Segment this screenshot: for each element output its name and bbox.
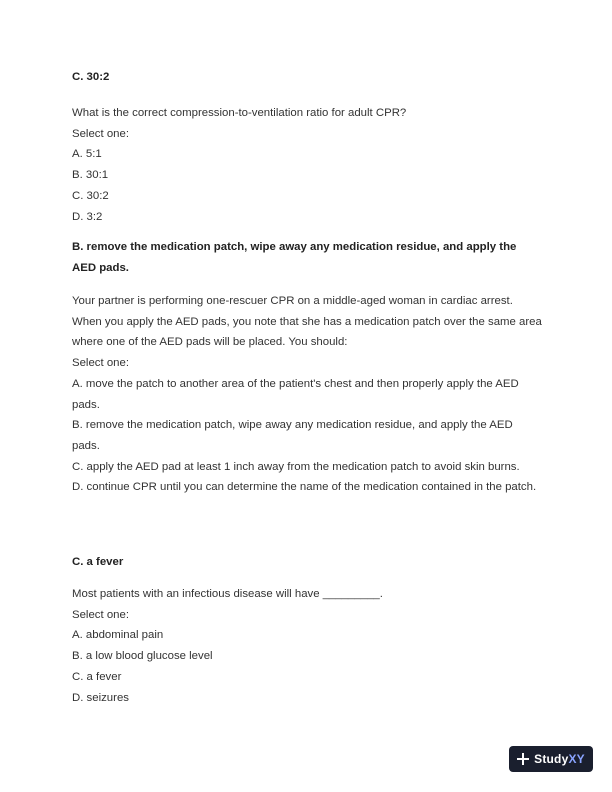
question-2-option-d: D. continue CPR until you can determine the name of the medication contained in the patch.: [72, 481, 537, 494]
question-2: [72, 291, 542, 498]
question-1: [72, 103, 542, 227]
studyxy-badge[interactable]: [509, 746, 593, 772]
question-2-option-a: A. move the patch to another area of the patient's chest and then properly apply the AED pads.: [72, 377, 519, 411]
answer-2: B. remove the medication patch, wipe away any medication residue, and apply the AED pads.: [72, 241, 517, 274]
question-1-option-c: C. 30:2: [72, 189, 109, 202]
question-3-option-d: D. seizures: [72, 691, 129, 704]
question-1-option-b: B. 30:1: [72, 169, 109, 182]
question-3: [72, 584, 542, 708]
question-2-option-c: C. apply the AED pad at least 1 inch away from the medication patch to avoid skin burns.: [72, 460, 520, 473]
question-1-option-d: D. 3:2: [72, 210, 103, 223]
question-1-text: What is the correct compression-to-ventilation ratio for adult CPR?: [72, 107, 407, 119]
brand-main: Study: [534, 752, 569, 766]
brand-logo: [534, 752, 585, 766]
answer-1: C. 30:2: [72, 71, 110, 83]
question-1-option-a: A. 5:1: [72, 148, 102, 161]
question-2-prompt: Select one:: [72, 357, 129, 370]
question-1-prompt: Select one:: [72, 127, 129, 140]
plus-icon: [517, 753, 529, 765]
question-3-option-c: C. a fever: [72, 670, 122, 683]
question-3-text: Most patients with an infectious disease will have _________.: [72, 588, 383, 600]
question-2-text: Your partner is performing one-rescuer CPR on a middle-aged woman in cardiac arrest. When you apply the AED pads, you note that she has a medication patch over the same area where one of the AED pads will be placed. You should:: [72, 295, 542, 349]
question-2-option-b: B. remove the medication patch, wipe away any medication residue, and apply the AED pads.: [72, 419, 513, 452]
brand-accent: XY: [568, 752, 585, 766]
question-3-prompt: Select one:: [72, 608, 129, 621]
question-3-option-b: B. a low blood glucose level: [72, 650, 213, 663]
answer-3: C. a fever: [72, 556, 124, 568]
question-3-option-a: A. abdominal pain: [72, 629, 164, 642]
